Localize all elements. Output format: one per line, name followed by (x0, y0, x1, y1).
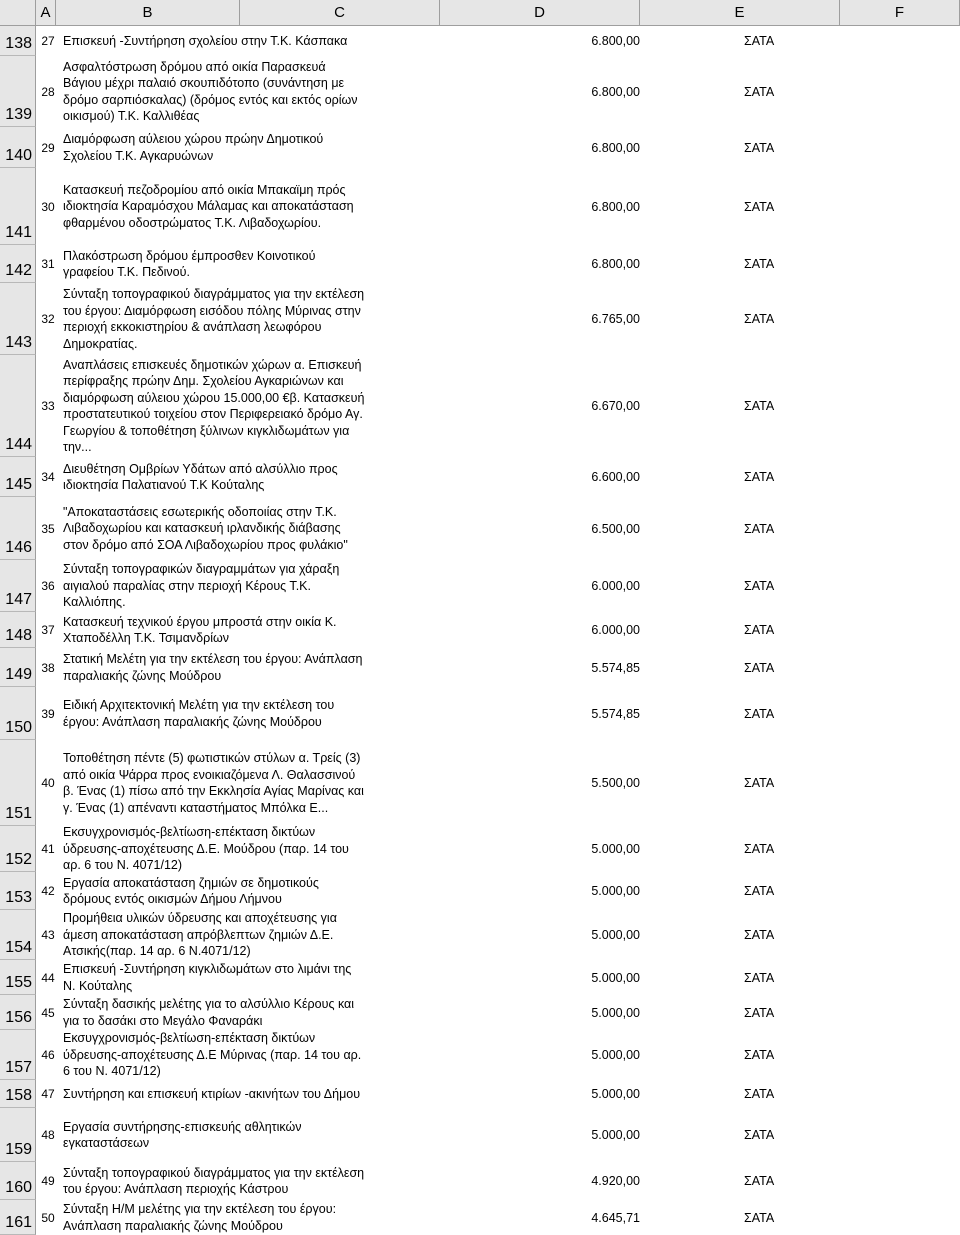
row-header[interactable]: 145 (0, 457, 36, 497)
funding-source-cell[interactable]: ΣΑΤΑ (744, 1210, 775, 1225)
funding-source-cell[interactable]: ΣΑΤΑ (744, 399, 775, 413)
table-row[interactable] (36, 995, 960, 1030)
table-row[interactable] (36, 1030, 960, 1080)
description-cell[interactable] (63, 1162, 375, 1200)
description-line: Πλακόστρωση δρόμου έμπροσθεν Κοινοτικού (63, 248, 316, 263)
description-line: φθαρμένου οδοστρώματος Τ.Κ. Λιβαδοχωρίου. (63, 215, 322, 230)
table-row[interactable] (36, 687, 960, 740)
description-line: Σύνταξη τοπογραφικού διαγράμματος για την εκτέλεση (63, 287, 365, 301)
item-number-cell[interactable]: 44 (41, 970, 55, 985)
description-line: Γεωργίου & τοποθέτηση ξύλινων κιγκλιδωμάτων για (63, 423, 350, 438)
description-line: Τοποθέτηση πέντε (5) φωτιστικών στύλων α. Τρείς (3) (63, 751, 361, 765)
amount-cell[interactable]: 4.645,71 (591, 1210, 640, 1225)
row-header[interactable]: 139 (0, 56, 36, 127)
description-line: Εργασία συντήρησης-επισκευής αθλητικών (63, 1119, 302, 1134)
amount-cell[interactable]: 5.500,00 (591, 776, 640, 790)
item-number-cell[interactable]: 43 (41, 928, 55, 942)
amount-cell[interactable]: 5.574,85 (591, 706, 640, 721)
amount-cell[interactable]: 6.600,00 (591, 470, 640, 484)
description-cell[interactable] (63, 26, 375, 56)
description-cell[interactable] (63, 560, 375, 612)
row-header[interactable]: 156 (0, 995, 36, 1030)
description-line: περιοχή εκκοκιστηρίου & ανάπλαση λεωφόρου (63, 320, 322, 334)
funding-source-cell[interactable]: ΣΑΤΑ (744, 140, 775, 155)
amount-cell[interactable]: 6.800,00 (591, 140, 640, 155)
row-header[interactable]: 157 (0, 1030, 36, 1080)
description-cell[interactable] (63, 995, 375, 1030)
table-row[interactable] (36, 826, 960, 872)
table-row[interactable] (36, 127, 960, 168)
description-line: ιδιοκτησία Καραμόσχου Μάλαμας και αποκατάσταση (63, 199, 354, 214)
description-line: Επισκευή -Συντήρηση σχολείου στην Τ.Κ. Κάσπακα (63, 33, 348, 48)
funding-source-cell[interactable]: ΣΑΤΑ (744, 1128, 775, 1142)
item-number-cell[interactable]: 50 (41, 1210, 55, 1225)
description-line: του έργου: Διαμόρφωση εισόδου πόλης Μύρινας στην (63, 303, 361, 318)
description-line: οικισμού) Τ.Κ. Καλλιθέας (63, 109, 200, 123)
amount-cell[interactable]: 5.574,85 (591, 660, 640, 675)
row-header[interactable]: 161 (0, 1200, 36, 1235)
table-row[interactable] (36, 560, 960, 612)
item-number-cell[interactable]: 29 (41, 140, 55, 155)
description-line: Συντήρηση και επισκευή κτιρίων -ακινήτων του Δήμου (63, 1086, 361, 1101)
row-header[interactable]: 147 (0, 560, 36, 612)
row-header[interactable]: 140 (0, 127, 36, 168)
row-header[interactable]: 154 (0, 910, 36, 960)
description-line: Αναπλάσεις επισκευές δημοτικών χώρων α. Επισκευή (63, 357, 362, 372)
amount-cell[interactable]: 6.765,00 (591, 312, 640, 326)
amount-cell[interactable]: 6.800,00 (591, 34, 640, 48)
column-header-a[interactable]: A (36, 0, 56, 26)
description-line: β. Ένας (1) πίσω από την Εκκλησία Αγίας Μαρίνας και (63, 784, 364, 798)
description-line: Σύνταξη τοπογραφικών διαγραμμάτων για χάραξη (63, 562, 340, 577)
amount-cell[interactable]: 6.800,00 (591, 257, 640, 271)
table-row[interactable] (36, 26, 960, 56)
funding-source-cell[interactable]: ΣΑΤΑ (744, 928, 775, 942)
item-number-cell[interactable]: 38 (41, 660, 55, 675)
table-row[interactable] (36, 740, 960, 826)
table-row[interactable] (36, 497, 960, 560)
description-cell[interactable] (63, 740, 375, 826)
description-line: ύδρευσης-αποχέτευσης Δ.Ε. Μούδρου (παρ. 14 του (63, 841, 349, 856)
row-header[interactable]: 141 (0, 168, 36, 245)
description-cell[interactable] (63, 826, 375, 872)
description-cell[interactable] (63, 687, 375, 740)
description-cell[interactable] (63, 648, 375, 687)
column-header-c[interactable]: C (240, 0, 440, 26)
description-line: 6 του Ν. 4071/12) (63, 1064, 161, 1079)
description-cell[interactable] (63, 612, 375, 648)
table-row[interactable] (36, 56, 960, 127)
column-header-f[interactable]: F (840, 0, 960, 26)
row-header[interactable]: 153 (0, 872, 36, 910)
description-cell[interactable] (63, 960, 375, 995)
row-header[interactable]: 152 (0, 826, 36, 872)
description-line: την... (63, 440, 92, 454)
description-cell[interactable] (63, 457, 375, 497)
description-line: Στατική Μελέτη για την εκτέλεση του έργου: Ανάπλαση (63, 652, 363, 666)
description-cell[interactable] (63, 56, 375, 127)
description-line: Σχολείου Τ.Κ. Αγκαρυώνων (63, 148, 214, 163)
row-header[interactable]: 144 (0, 355, 36, 457)
description-line: διαμόρφωση αύλειου χώρου 15.000,00 €β. Κατασκευή (63, 390, 365, 405)
amount-cell[interactable]: 5.000,00 (591, 928, 640, 942)
description-cell[interactable] (63, 1200, 375, 1235)
description-line: "Αποκαταστάσεις εσωτερικής οδοποιίας στην Τ.Κ. (63, 504, 337, 519)
description-line: περίφραξης πρώην Δημ. Σχολείου Αγκαριώνων και (63, 374, 344, 388)
description-line: Λιβαδοχωρίου και κατασκευή ιρλανδικής διάβασης (63, 521, 341, 536)
amount-cell[interactable]: 6.000,00 (591, 623, 640, 637)
amount-cell[interactable]: 5.000,00 (591, 884, 640, 898)
select-all-corner[interactable] (0, 0, 36, 26)
description-line: Διαμόρφωση αύλειου χώρου πρώην Δημοτικού (63, 132, 324, 146)
table-row[interactable] (36, 168, 960, 245)
column-header-b[interactable]: B (56, 0, 240, 26)
row-header[interactable]: 149 (0, 648, 36, 687)
amount-cell[interactable]: 4.920,00 (591, 1174, 640, 1188)
funding-source-cell[interactable]: ΣΑΤΑ (744, 706, 775, 721)
funding-source-cell[interactable]: ΣΑΤΑ (744, 470, 775, 484)
description-cell[interactable] (63, 497, 375, 560)
description-line: αιγιαλού παραλίας στην περιοχή Κέρους Τ.Κ. (63, 578, 311, 593)
funding-source-cell[interactable]: ΣΑΤΑ (744, 1005, 775, 1020)
description-line: έργου: Ανάπλαση παραλιακής ζώνης Μούδρου (63, 714, 322, 729)
description-line: Διευθέτηση Ομβρίων Υδάτων από αλσύλλιο προς (63, 461, 338, 476)
description-cell[interactable] (63, 283, 375, 355)
row-header[interactable]: 138 (0, 26, 36, 56)
description-line: γραφείου Τ.Κ. Πεδινού. (63, 265, 190, 279)
item-number-cell[interactable]: 40 (41, 776, 55, 790)
item-number-cell[interactable]: 32 (41, 312, 55, 326)
column-header-d[interactable]: D (440, 0, 640, 26)
funding-source-cell[interactable]: ΣΑΤΑ (744, 312, 775, 326)
description-line: Δημοκρατίας. (63, 336, 138, 351)
description-line: γ. Ένας (1) απέναντι καταστήματος Μπόλκα Ε... (63, 800, 329, 815)
row-header[interactable]: 148 (0, 612, 36, 648)
table-row[interactable] (36, 648, 960, 687)
row-header[interactable]: 160 (0, 1162, 36, 1200)
item-number-cell[interactable]: 37 (41, 623, 55, 637)
description-cell[interactable] (63, 127, 375, 168)
item-number-cell[interactable]: 39 (41, 706, 55, 721)
row-header[interactable]: 143 (0, 283, 36, 355)
description-line: ιδιοκτησία Παλατιανού Τ.Κ Κούταλης (63, 478, 265, 492)
description-line: Χταποδέλλη Τ.Κ. Τσιμανδρίων (63, 631, 230, 645)
funding-source-cell[interactable]: ΣΑΤΑ (744, 521, 775, 536)
table-row[interactable] (36, 1162, 960, 1200)
row-header[interactable]: 151 (0, 740, 36, 826)
description-line: αρ. 6 του Ν. 4071/12) (63, 858, 183, 873)
funding-source-cell[interactable]: ΣΑΤΑ (744, 623, 775, 637)
item-number-cell[interactable]: 31 (41, 257, 55, 271)
description-line: Ειδική Αρχιτεκτονική Μελέτη για την εκτέλεση του (63, 698, 335, 712)
description-cell[interactable] (63, 1030, 375, 1080)
description-line: εγκαταστάσεων (63, 1136, 150, 1150)
funding-source-cell[interactable]: ΣΑΤΑ (744, 84, 775, 99)
table-row[interactable] (36, 355, 960, 457)
funding-source-cell[interactable]: ΣΑΤΑ (744, 776, 775, 790)
row-header[interactable]: 155 (0, 960, 36, 995)
funding-source-cell[interactable]: ΣΑΤΑ (744, 1174, 775, 1188)
description-line: δρόμους εντός οικισμών Δήμου Λήμνου (63, 892, 282, 906)
item-number-cell[interactable]: 42 (41, 884, 55, 898)
description-line: Ατσικής(παρ. 14 αρ. 6 Ν.4071/12) (63, 944, 251, 959)
description-line: Σύνταξη δασικής μελέτης για το αλσύλλιο Κέρους και (63, 997, 355, 1011)
amount-cell[interactable]: 5.000,00 (591, 1128, 640, 1142)
description-line: Εκσυγχρονισμός-βελτίωση-επέκταση δικτύων (63, 825, 316, 840)
amount-cell[interactable]: 6.800,00 (591, 199, 640, 214)
table-row[interactable] (36, 1200, 960, 1235)
amount-cell[interactable]: 6.500,00 (591, 521, 640, 536)
amount-cell[interactable]: 6.670,00 (591, 399, 640, 413)
item-number-cell[interactable]: 28 (41, 84, 55, 99)
description-line: Ανάπλαση παραλιακής ζώνης Μούδρου (63, 1218, 283, 1233)
description-line: Σύνταξη Η/Μ μελέτης για την εκτέλεση του έργου: (63, 1202, 337, 1216)
description-line: Ασφαλτόστρωση δρόμου από οικία Παρασκευά (63, 59, 326, 74)
description-line: προστατευτικού τοιχείου στον Περιφερειακό δρόμο Αγ. (63, 407, 363, 421)
description-line: Βάγιου μέχρι παλαιό σκουπιδότοπο (συνάντηση με (63, 76, 345, 90)
item-number-cell[interactable]: 46 (41, 1048, 55, 1062)
row-header[interactable]: 142 (0, 245, 36, 283)
item-number-cell[interactable]: 36 (41, 579, 55, 593)
description-line: παραλιακής ζώνης Μούδρου (63, 668, 222, 683)
item-number-cell[interactable]: 30 (41, 199, 55, 214)
row-header[interactable]: 146 (0, 497, 36, 560)
funding-source-cell[interactable]: ΣΑΤΑ (744, 34, 775, 48)
table-row[interactable] (36, 1108, 960, 1162)
description-cell[interactable] (63, 1080, 375, 1108)
amount-cell[interactable]: 5.000,00 (591, 842, 640, 856)
amount-cell[interactable]: 6.000,00 (591, 579, 640, 593)
description-line: Ν. Κούταλης (63, 978, 133, 993)
description-line: Κατασκευή πεζοδρομίου από οικία Μπακαϊμη πρός (63, 182, 346, 197)
amount-cell[interactable]: 6.800,00 (591, 84, 640, 99)
description-line: Επισκευή -Συντήρηση κιγκλιδωμάτων στο λιμάνι της (63, 962, 352, 976)
column-header-e[interactable]: E (640, 0, 840, 26)
row-header[interactable]: 158 (0, 1080, 36, 1108)
description-line: Προμήθεια υλικών ύδρευσης και αποχέτευσης για (63, 911, 337, 926)
item-number-cell[interactable]: 47 (41, 1087, 55, 1101)
item-number-cell[interactable]: 27 (41, 34, 55, 48)
description-line: ύδρευσης-αποχέτευσης Δ.Ε Μύρινας (παρ. 14 του αρ. (63, 1047, 362, 1062)
funding-source-cell[interactable]: ΣΑΤΑ (744, 660, 775, 675)
description-line: Σύνταξη τοπογραφικού διαγράμματος για την εκτέλεση (63, 1165, 365, 1180)
description-line: για το δασάκι στο Μεγάλο Φαναράκι (63, 1013, 263, 1028)
amount-cell[interactable]: 5.000,00 (591, 1005, 640, 1020)
item-number-cell[interactable]: 49 (41, 1174, 55, 1188)
item-number-cell[interactable]: 41 (41, 842, 55, 856)
row-header[interactable]: 159 (0, 1108, 36, 1162)
description-line: στον δρόμο από ΣΟΑ Λιβαδοχωρίου προς φυλάκιο" (63, 537, 348, 552)
funding-source-cell[interactable]: ΣΑΤΑ (744, 842, 775, 856)
description-cell[interactable] (63, 355, 375, 457)
description-line: δρόμο σαρπιόσκαλας) (δρόμος εντός και εκτός ορίων (63, 92, 358, 107)
amount-cell[interactable]: 5.000,00 (591, 970, 640, 985)
table-row[interactable] (36, 1080, 960, 1108)
description-line: Κατασκευή τεχνικού έργου μπροστά στην οικία Κ. (63, 614, 337, 629)
funding-source-cell[interactable]: ΣΑΤΑ (744, 579, 775, 593)
description-line: Καλλιόπης. (63, 595, 126, 610)
description-line: του έργου: Ανάπλαση περιοχής Κάστρου (63, 1182, 289, 1196)
funding-source-cell[interactable]: ΣΑΤΑ (744, 970, 775, 985)
amount-cell[interactable]: 5.000,00 (591, 1087, 640, 1101)
table-row[interactable] (36, 872, 960, 910)
table-row[interactable] (36, 245, 960, 283)
description-cell[interactable] (63, 168, 375, 245)
description-line: από οικία Ψάρρα προς ενοικιαζόμενα Λ. Θαλασσινού (63, 767, 356, 782)
table-row[interactable] (36, 457, 960, 497)
description-line: άμεση αποκατάσταση απρόβλεπτων ζημιών Δ.Ε. (63, 927, 334, 942)
item-number-cell[interactable]: 48 (41, 1128, 55, 1142)
funding-source-cell[interactable]: ΣΑΤΑ (744, 1048, 775, 1062)
table-row[interactable] (36, 612, 960, 648)
funding-source-cell[interactable]: ΣΑΤΑ (744, 257, 775, 271)
item-number-cell[interactable]: 33 (41, 399, 55, 413)
table-row[interactable] (36, 960, 960, 995)
item-number-cell[interactable]: 35 (41, 521, 55, 536)
row-header[interactable]: 150 (0, 687, 36, 740)
description-cell[interactable] (63, 872, 375, 910)
description-cell[interactable] (63, 245, 375, 283)
amount-cell[interactable]: 5.000,00 (591, 1048, 640, 1062)
funding-source-cell[interactable]: ΣΑΤΑ (744, 199, 775, 214)
table-row[interactable] (36, 910, 960, 960)
item-number-cell[interactable]: 34 (41, 470, 55, 484)
description-line: Εκσυγχρονισμός-βελτίωση-επέκταση δικτύων (63, 1031, 316, 1046)
funding-source-cell[interactable]: ΣΑΤΑ (744, 884, 775, 898)
description-cell[interactable] (63, 1108, 375, 1162)
table-row[interactable] (36, 283, 960, 355)
description-cell[interactable] (63, 910, 375, 960)
description-line: Εργασία αποκατάσταση ζημιών σε δημοτικούς (63, 875, 319, 890)
item-number-cell[interactable]: 45 (41, 1005, 55, 1020)
funding-source-cell[interactable]: ΣΑΤΑ (744, 1087, 775, 1101)
